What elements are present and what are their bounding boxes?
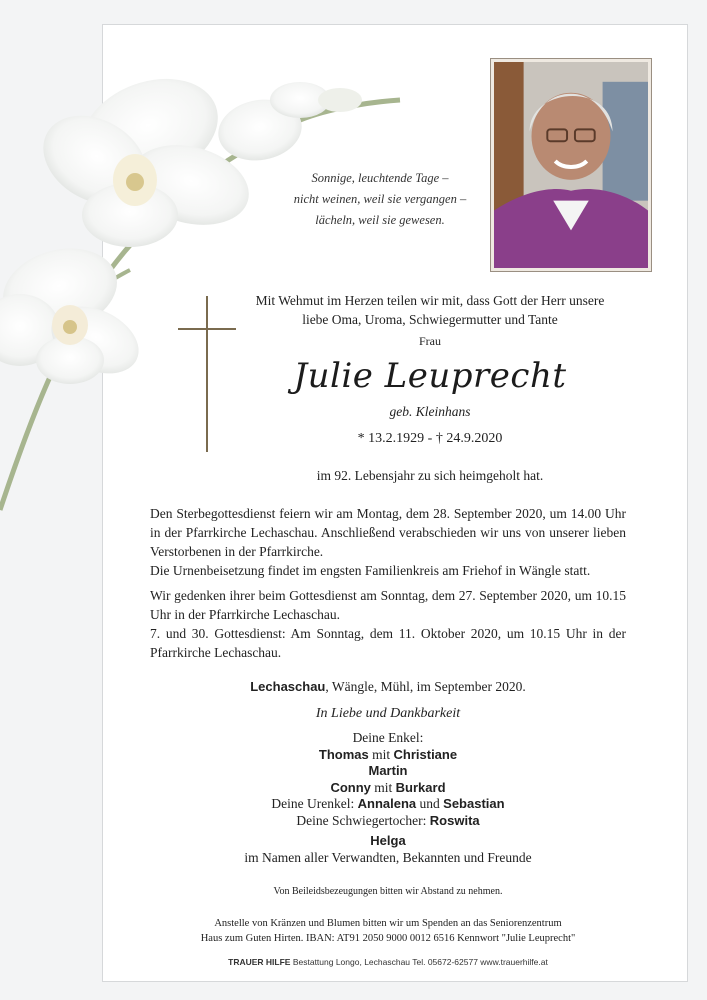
urenkel-name: Annalena <box>357 796 417 811</box>
family-list <box>150 730 626 866</box>
donation-line: Haus zum Guten Hirten. IBAN: AT91 2050 9000 0012 6516 Kennwort "Julie Leuprecht" <box>200 933 576 944</box>
memorial-paragraph: Wir gedenken ihrer beim Gottesdienst am Sonntag, dem 27. September 2020, um 10.15 Uhr in der Pfarrkirche Lechaschau. <box>150 588 626 622</box>
urenkel-row <box>150 796 626 813</box>
footer-text: Bestattung Longo, Lechaschau Tel. 05672-62577 www.trauerhilfe.at <box>290 957 548 967</box>
enkel-name: Martin <box>368 763 408 778</box>
schwiegertochter-row <box>150 813 626 830</box>
schwiegertochter-label: Deine Schwiegertocher: <box>296 812 427 828</box>
place-town: Lechaschau <box>250 679 326 694</box>
enkel-partner: Christiane <box>393 746 458 762</box>
donation-note <box>150 916 626 946</box>
intro-line: Mit Wehmut im Herzen teilen wir mit, dass Gott der Herr unsere <box>255 293 605 308</box>
mit-text: mit <box>372 746 391 762</box>
closing-line: In Liebe und Dankbarkeit <box>315 706 461 721</box>
urenkel-name: Sebastian <box>443 796 505 811</box>
salutation: Frau <box>419 334 441 348</box>
place-date-line <box>150 679 626 695</box>
quote-line: Sonnige, leuchtende Tage – <box>311 171 449 185</box>
relatives-line: im Namen aller Verwandten, Bekannten und Freunde <box>244 849 532 865</box>
enkel-row <box>150 763 626 780</box>
enkel-name: Conny <box>330 779 371 795</box>
portrait-photo <box>494 62 648 268</box>
mit-text: mit <box>374 779 393 795</box>
urenkel-label: Deine Urenkel: <box>271 796 355 811</box>
enkel-row <box>150 747 626 764</box>
enkel-partner: Burkard <box>395 779 446 795</box>
footer <box>150 957 626 967</box>
deceased-name: Julie Leuprecht <box>293 356 567 396</box>
condolence-note: Von Beileidsbezeugungen bitten wir Abstand zu nehmen. <box>273 886 503 897</box>
place-rest: , Wängle, Mühl, im September 2020. <box>325 679 526 694</box>
quote-line: lächeln, weil sie gewesen. <box>315 213 445 227</box>
und-text: und <box>419 796 440 811</box>
service-paragraph: Den Sterbegottesdienst feiern wir am Montag, dem 28. September 2020, um 14.00 Uhr in der Pfarrkirche Lechaschau. Anschließend verabschieden wir uns von unserer lieben Verstorbenen in der Pfarrkirche. <box>150 506 626 559</box>
cross-icon <box>178 296 238 452</box>
portrait-photo-frame <box>490 58 652 272</box>
intro-text <box>230 291 630 329</box>
life-dates: * 13.2.1929 - † 24.9.2020 <box>357 431 503 446</box>
enkel-row <box>150 780 626 797</box>
later-services-paragraph: 7. und 30. Gottesdienst: Am Sonntag, dem 11. Oktober 2020, um 10.15 Uhr in der Pfarrkirche Lechaschau. <box>150 626 626 660</box>
schwiegertochter-name: Roswita <box>429 812 480 828</box>
burial-paragraph: Die Urnenbeisetzung findet im engsten Familienkreis am Friehof in Wängle statt. <box>150 563 591 578</box>
footer-brand: TRAUER HILFE <box>228 957 291 967</box>
enkel-name: Thomas <box>318 746 369 762</box>
enkel-label: Deine Enkel: <box>352 730 424 745</box>
age-line: im 92. Lebensjahr zu sich heimgeholt hat. <box>316 468 544 483</box>
quote <box>280 168 480 231</box>
helga-name: Helga <box>370 833 406 848</box>
birth-name: geb. Kleinhans <box>389 404 471 419</box>
quote-line: nicht weinen, weil sie vergangen – <box>293 192 467 206</box>
donation-line: Anstelle von Kränzen und Blumen bitten wir um Spenden an das Seniorenzentrum <box>214 918 562 929</box>
intro-line: liebe Oma, Uroma, Schwiegermutter und Tante <box>302 312 558 327</box>
